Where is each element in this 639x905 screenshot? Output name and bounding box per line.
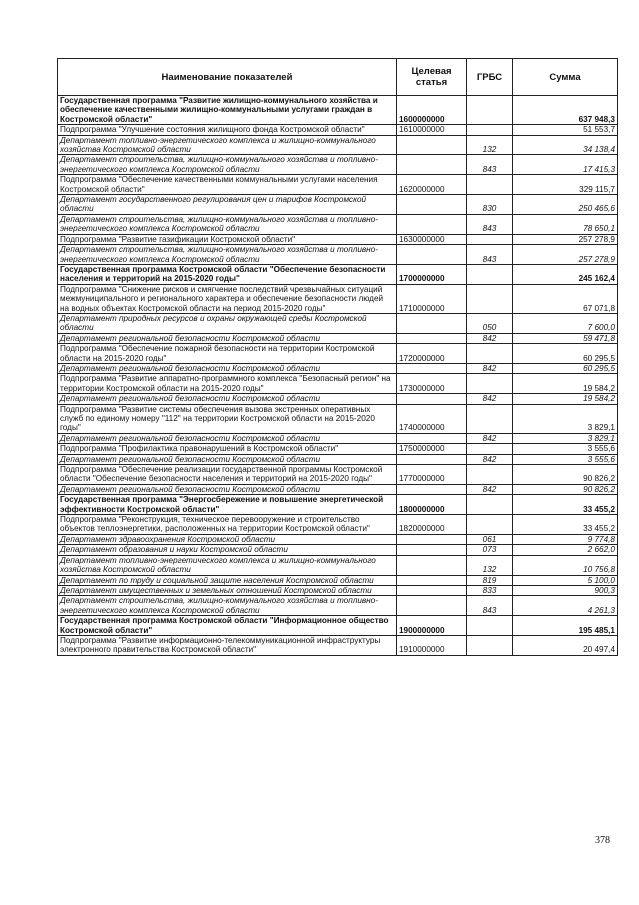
cell-grbs: 842	[467, 454, 513, 464]
cell-grbs: 132	[467, 555, 513, 575]
cell-target: 1720000000	[397, 344, 467, 364]
cell-name: Подпрограмма "Снижение рисков и смягчение последствий чрезвычайных ситуаций межмуниципального и регионального характера и обеспечение безопасности людей на водных объектах Костромской области на период 2015-2020 годы"	[58, 284, 397, 313]
cell-grbs	[467, 264, 513, 284]
cell-target	[397, 333, 467, 343]
cell-grbs: 843	[467, 214, 513, 234]
page-number: 378	[595, 835, 610, 846]
cell-name: Департамент региональной безопасности Костромской области	[58, 433, 397, 443]
cell-grbs	[467, 125, 513, 135]
table-row	[58, 284, 618, 313]
table-body	[58, 96, 618, 656]
cell-sum: 19 584,2	[513, 374, 618, 394]
cell-name: Департамент государственного регулирования цен и тарифов Костромской области	[58, 195, 397, 215]
cell-target: 1710000000	[397, 284, 467, 313]
table-row	[58, 96, 618, 125]
cell-name: Подпрограмма "Реконструкция, техническое перевооружение и строительство объектов теплоэнергетики, расположенных на территории Костромской области"	[58, 515, 397, 535]
cell-grbs: 830	[467, 195, 513, 215]
cell-name: Подпрограмма "Обеспечение качественными коммунальными услугами населения Костромской области"	[58, 175, 397, 195]
cell-target: 1610000000	[397, 125, 467, 135]
cell-name: Подпрограмма "Профилактика правонарушений в Костромской области"	[58, 444, 397, 454]
cell-target	[397, 433, 467, 443]
table-row	[58, 155, 618, 175]
cell-name: Подпрограмма "Развитие системы обеспечения вызова экстренных оперативных служб по единому номеру "112" на территории Костромской области на 2015-2020 годы"	[58, 404, 397, 433]
cell-target: 1910000000	[397, 635, 467, 655]
cell-name: Департамент региональной безопасности Костромской области	[58, 454, 397, 464]
header-row	[58, 59, 618, 96]
cell-sum: 3 829,1	[513, 404, 618, 433]
table-row	[58, 484, 618, 494]
table-row	[58, 616, 618, 636]
table-row	[58, 245, 618, 265]
cell-target: 1750000000	[397, 444, 467, 454]
table-row	[58, 444, 618, 454]
cell-name: Государственная программа Костромской области "Информационное общество Костромской области"	[58, 616, 397, 636]
table-row	[58, 264, 618, 284]
cell-name: Департамент по труду и социальной защите населения Костромской области	[58, 575, 397, 585]
table-row	[58, 575, 618, 585]
cell-sum: 10 756,8	[513, 555, 618, 575]
table-row	[58, 234, 618, 244]
cell-name: Департамент здравоохранения Костромской области	[58, 534, 397, 544]
cell-target	[397, 596, 467, 616]
cell-target: 1740000000	[397, 404, 467, 433]
cell-sum: 78 650,1	[513, 214, 618, 234]
cell-grbs	[467, 175, 513, 195]
table-row	[58, 363, 618, 373]
cell-name: Государственная программа Костромской области "Обеспечение безопасности населения и территорий на 2015-2020 годы"	[58, 264, 397, 284]
cell-name: Подпрограмма "Развитие информационно-телекоммуникационной инфраструктуры электронного правительства Костромской области"	[58, 635, 397, 655]
cell-name: Подпрограмма "Улучшение состояния жилищного фонда Костромской области"	[58, 125, 397, 135]
cell-sum: 637 948,3	[513, 96, 618, 125]
table-row	[58, 596, 618, 616]
cell-grbs: 842	[467, 433, 513, 443]
cell-target: 1620000000	[397, 175, 467, 195]
table-row	[58, 585, 618, 595]
cell-grbs: 050	[467, 313, 513, 333]
cell-sum: 17 415,3	[513, 155, 618, 175]
cell-sum: 3 829,1	[513, 433, 618, 443]
table-row	[58, 374, 618, 394]
table-row	[58, 534, 618, 544]
table-row	[58, 214, 618, 234]
cell-target: 1730000000	[397, 374, 467, 394]
cell-name: Подпрограмма "Обеспечение пожарной безопасности на территории Костромской области на 2015-2020 годы"	[58, 344, 397, 364]
cell-target: 1770000000	[397, 465, 467, 485]
cell-sum: 3 555,6	[513, 454, 618, 464]
cell-sum: 7 600,0	[513, 313, 618, 333]
cell-name: Департамент топливно-энергетического комплекса и жилищно-коммунального хозяйства Костромской области	[58, 555, 397, 575]
cell-name: Подпрограмма "Развитие газификации Костромской области"	[58, 234, 397, 244]
cell-grbs	[467, 344, 513, 364]
col-header-sum: Сумма	[513, 59, 618, 96]
cell-sum: 90 826,2	[513, 465, 618, 485]
cell-sum: 329 115,7	[513, 175, 618, 195]
cell-name: Департамент региональной безопасности Костромской области	[58, 484, 397, 494]
cell-sum: 51 553,7	[513, 125, 618, 135]
cell-target: 1900000000	[397, 616, 467, 636]
cell-name: Департамент региональной безопасности Костромской области	[58, 333, 397, 343]
cell-grbs: 073	[467, 545, 513, 555]
cell-grbs: 843	[467, 155, 513, 175]
cell-name: Подпрограмма "Развитие аппаратно-программного комплекса "Безопасный регион" на территории Костромской области на 2015-2020 годы"	[58, 374, 397, 394]
cell-grbs	[467, 444, 513, 454]
budget-table	[57, 58, 618, 656]
cell-grbs: 842	[467, 333, 513, 343]
cell-grbs	[467, 284, 513, 313]
cell-sum: 60 295,5	[513, 363, 618, 373]
cell-sum: 2 662,0	[513, 545, 618, 555]
cell-target: 1630000000	[397, 234, 467, 244]
cell-grbs	[467, 234, 513, 244]
cell-sum: 67 071,8	[513, 284, 618, 313]
cell-sum: 20 497,4	[513, 635, 618, 655]
cell-name: Подпрограмма "Обеспечение реализации государственной программы Костромской области "Обеспечение безопасности населения и территорий на 2015-2020 годы"	[58, 465, 397, 485]
cell-target	[397, 555, 467, 575]
table-row	[58, 313, 618, 333]
cell-grbs: 843	[467, 245, 513, 265]
cell-sum: 245 162,4	[513, 264, 618, 284]
table-row	[58, 635, 618, 655]
cell-grbs: 819	[467, 575, 513, 585]
cell-target	[397, 245, 467, 265]
cell-grbs: 842	[467, 363, 513, 373]
cell-sum: 5 100,0	[513, 575, 618, 585]
cell-grbs: 843	[467, 596, 513, 616]
cell-grbs: 842	[467, 394, 513, 404]
cell-target	[397, 214, 467, 234]
cell-sum: 4 261,3	[513, 596, 618, 616]
cell-grbs	[467, 374, 513, 394]
cell-grbs	[467, 96, 513, 125]
cell-grbs	[467, 495, 513, 515]
cell-grbs	[467, 465, 513, 485]
table-row	[58, 175, 618, 195]
cell-target	[397, 195, 467, 215]
cell-sum: 59 471,8	[513, 333, 618, 343]
cell-target	[397, 135, 467, 155]
cell-name: Государственная программа "Энергосбережение и повышение энергетической эффективности Костромской области"	[58, 495, 397, 515]
table-row	[58, 404, 618, 433]
cell-sum: 3 555,6	[513, 444, 618, 454]
table-row	[58, 394, 618, 404]
cell-target: 1700000000	[397, 264, 467, 284]
cell-target	[397, 545, 467, 555]
cell-sum: 34 138,4	[513, 135, 618, 155]
cell-target: 1600000000	[397, 96, 467, 125]
cell-name: Департамент региональной безопасности Костромской области	[58, 363, 397, 373]
table-row	[58, 125, 618, 135]
cell-target	[397, 394, 467, 404]
table-row	[58, 433, 618, 443]
table-row	[58, 545, 618, 555]
cell-target	[397, 484, 467, 494]
table-row	[58, 333, 618, 343]
cell-name: Департамент образования и науки Костромской области	[58, 545, 397, 555]
cell-target	[397, 313, 467, 333]
cell-sum: 900,3	[513, 585, 618, 595]
cell-sum: 257 278,9	[513, 245, 618, 265]
table-row	[58, 135, 618, 155]
cell-grbs	[467, 404, 513, 433]
cell-sum: 195 485,1	[513, 616, 618, 636]
col-header-grbs: ГРБС	[467, 59, 513, 96]
cell-name: Департамент топливно-энергетического комплекса и жилищно-коммунального хозяйства Костромской области	[58, 135, 397, 155]
cell-name: Государственная программа "Развитие жилищно-коммунального хозяйства и обеспечение качественными жилищно-коммунальными услугами граждан в Костромской области"	[58, 96, 397, 125]
cell-grbs: 132	[467, 135, 513, 155]
cell-name: Департамент строительства, жилищно-коммунального хозяйства и топливно-энергетического комплекса Костромской области	[58, 245, 397, 265]
table-row	[58, 555, 618, 575]
cell-target: 1800000000	[397, 495, 467, 515]
cell-grbs	[467, 616, 513, 636]
cell-grbs: 842	[467, 484, 513, 494]
cell-grbs	[467, 515, 513, 535]
cell-name: Департамент строительства, жилищно-коммунального хозяйства и топливно-энергетического комплекса Костромской области	[58, 155, 397, 175]
cell-name: Департамент имущественных и земельных отношений Костромской области	[58, 585, 397, 595]
cell-name: Департамент природных ресурсов и охраны окружающей среды Костромской области	[58, 313, 397, 333]
cell-target	[397, 575, 467, 585]
cell-grbs: 061	[467, 534, 513, 544]
cell-grbs	[467, 635, 513, 655]
cell-target: 1820000000	[397, 515, 467, 535]
cell-target	[397, 585, 467, 595]
cell-target	[397, 363, 467, 373]
cell-sum: 90 826,2	[513, 484, 618, 494]
table-row	[58, 195, 618, 215]
cell-sum: 19 584,2	[513, 394, 618, 404]
table-row	[58, 495, 618, 515]
table-row	[58, 344, 618, 364]
cell-target	[397, 534, 467, 544]
table-row	[58, 454, 618, 464]
cell-sum: 33 455,2	[513, 495, 618, 515]
table-row	[58, 465, 618, 485]
col-header-target: Целевая статья	[397, 59, 467, 96]
cell-sum: 257 278,9	[513, 234, 618, 244]
cell-name: Департамент региональной безопасности Костромской области	[58, 394, 397, 404]
table-row	[58, 515, 618, 535]
cell-name: Департамент строительства, жилищно-коммунального хозяйства и топливно-энергетического комплекса Костромской области	[58, 214, 397, 234]
cell-sum: 60 295,5	[513, 344, 618, 364]
col-header-name: Наименование показателей	[58, 59, 397, 96]
cell-target	[397, 454, 467, 464]
cell-sum: 9 774,8	[513, 534, 618, 544]
cell-name: Департамент строительства, жилищно-коммунального хозяйства и топливно-энергетического комплекса Костромской области	[58, 596, 397, 616]
cell-sum: 33 455,2	[513, 515, 618, 535]
cell-grbs: 833	[467, 585, 513, 595]
cell-sum: 250 465,6	[513, 195, 618, 215]
cell-target	[397, 155, 467, 175]
